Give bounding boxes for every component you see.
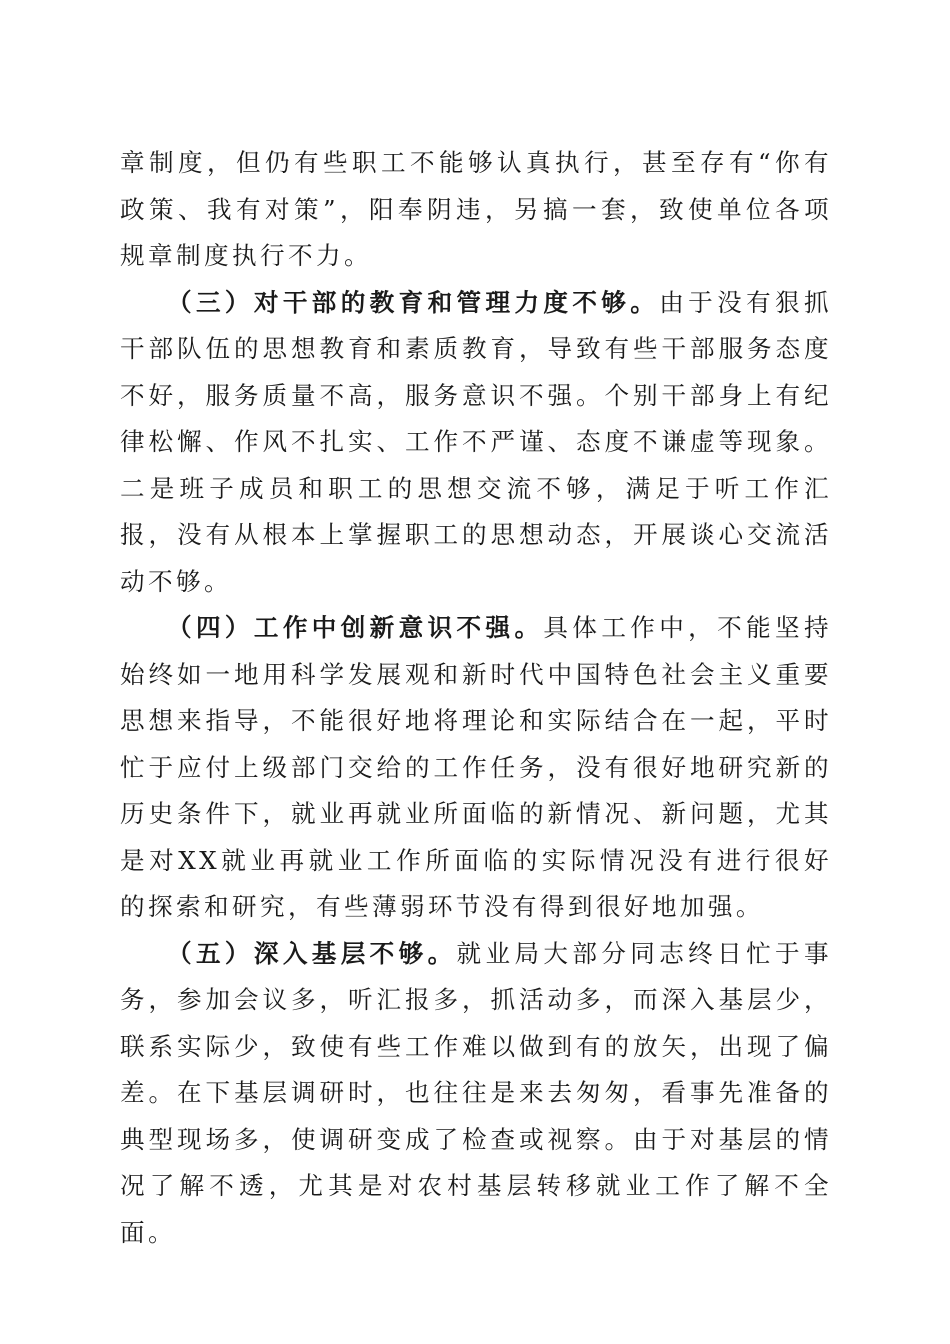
paragraph-body: 章制度，但仍有些职工不能够认真执行，甚至存有“你有政策、我有对策”，阳奉阴违，另搞一套，致使单位各项规章制度执行不力。 — [120, 148, 832, 270]
document-body — [120, 140, 832, 1256]
section-heading: （五）深入基层不够。 — [167, 938, 457, 968]
section-heading: （四）工作中创新意识不强。 — [167, 613, 544, 642]
paragraph-body: 具体工作中，不能坚持始终如一地用科学发展观和新时代中国特色社会主义重要思想来指导，不能很好地将理论和实际结合在一起，平时忙于应付上级部门交给的工作任务，没有很好地研究新的历史条件下，就业再就业所面临的新情况、新问题，尤其是对XX就业再就业工作所面临的实际情况没有进行很好的探索和研究，有些薄弱环节没有得到很好地加强。 — [120, 613, 832, 921]
paragraph-continuation — [120, 140, 832, 280]
paragraph-body: 就业局大部分同志终日忙于事务，参加会议多，听汇报多，抓活动多，而深入基层少，联系实际少，致使有些工作难以做到有的放矢，出现了偏差。在下基层调研时，也往往是来去匆匆，看事先准备的典型现场多，使调研变成了检查或视察。由于对基层的情况了解不透，尤其是对农村基层转移就业工作了解不全面。 — [120, 938, 832, 1247]
paragraph-body: 由于没有狠抓干部队伍的思想教育和素质教育，导致有些干部服务态度不好，服务质量不高，服务意识不强。个别干部身上有纪律松懈、作风不扎实、工作不严谨、态度不谦虚等现象。二是班子成员和职工的思想交流不够，满足于听工作汇报，没有从根本上掌握职工的思想动态，开展谈心交流活动不够。 — [120, 287, 832, 596]
section-heading: （三）对干部的教育和管理力度不够。 — [167, 287, 660, 317]
paragraph-section-5 — [120, 931, 832, 1257]
paragraph-section-4 — [120, 605, 832, 931]
paragraph-section-3 — [120, 280, 832, 606]
